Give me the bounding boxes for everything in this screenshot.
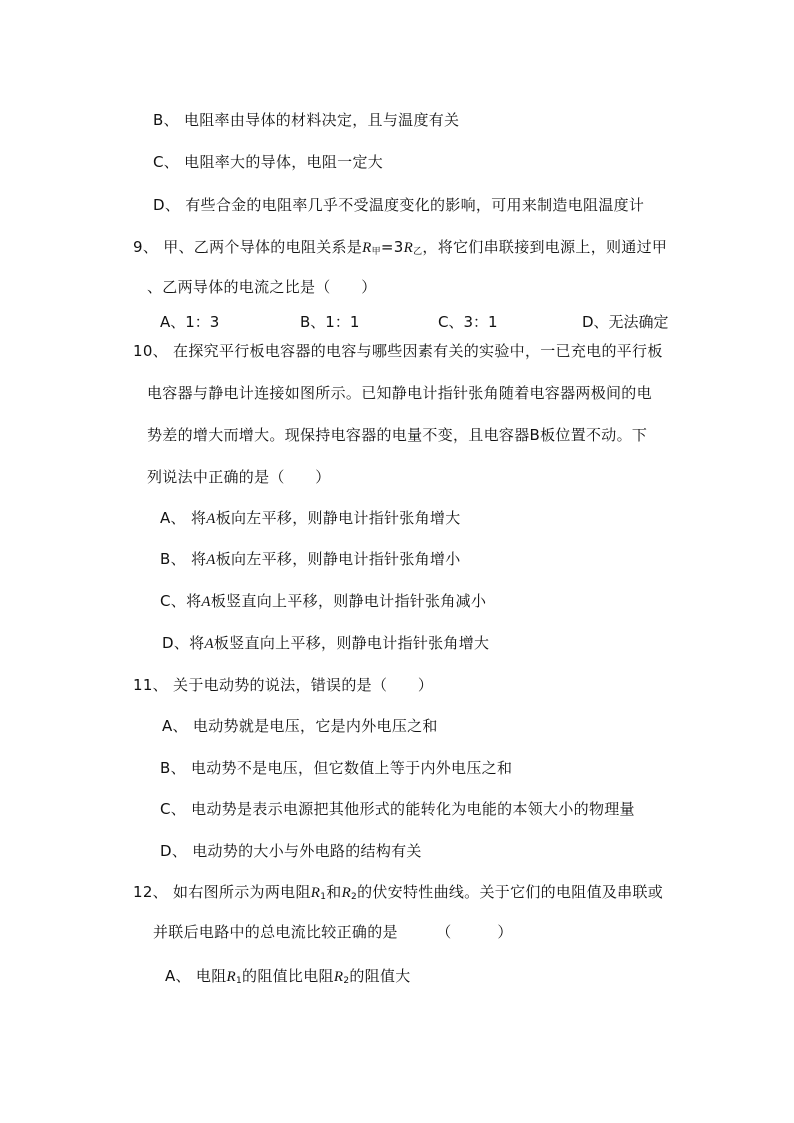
q9-stem-line2: 、乙两导体的电流之比是（ ） [147,278,377,296]
q8-option-b: B、 电阻率由导体的材料决定，且与温度有关 [153,111,460,129]
q10-option-a-pre: A、 将 [160,509,207,527]
q12-option-a-mid: 的阻值比电阻 [242,967,334,985]
q8-option-d: D、 有些合金的电阻率几乎不受温度变化的影响，可用来制造电阻温度计 [153,196,645,214]
q10-option-c [160,591,486,612]
q11-option-d: D、 电动势的大小与外电路的结构有关 [160,842,422,860]
q10-stem-line3: 势差的增大而增大。现保持电容器的电量不变，且电容器B板位置不动。下 [147,426,648,444]
q10-option-c-pre: C、将 [160,592,202,610]
q11-option-c: C、 电动势是表示电源把其他形式的能转化为电能的本领大小的物理量 [160,800,635,818]
q10-option-d-pre: D、将 [162,634,205,652]
q12-r2-var: R [341,885,352,901]
q12-option-a-pre: A、 电阻 [165,967,227,985]
q9-r2-var: R [403,240,414,256]
q12-r2-sub: 2 [351,892,358,902]
q10-stem-line2: 电容器与静电计连接如图所示。已知静电计指针张角随着电容器两极间的电 [147,384,652,402]
q10-option-c-var: A [201,594,211,610]
q9-r1-var: R [362,240,372,256]
q9-r1-sub: 甲 [371,247,381,257]
q10-option-b-pre: B、 将 [160,550,207,568]
q12-option-a-post: 的阻值大 [349,967,411,985]
q12-stem-post: 的伏安特性曲线。关于它们的电阻值及串联或 [357,883,664,901]
q10-option-b-var: A [206,552,216,568]
q10-option-b-post: 板向左平移，则静电计指针张角增小 [215,550,461,568]
q9-option-c: C、3：1 [438,313,498,331]
q10-option-a [160,508,461,529]
q10-option-d-var: A [204,636,214,652]
q10-option-d [162,633,489,654]
q10-option-b [160,549,461,570]
q12-stem-line1 [133,882,663,907]
q9-option-a: A、1：3 [160,313,220,331]
q10-option-d-post: 板竖直向上平移，则静电计指针张角增大 [213,634,490,652]
q9-stem-line1 [133,237,667,262]
q10-option-c-post: 板竖直向上平移，则静电计指针张角减小 [210,592,487,610]
q11-stem: 11、 关于电动势的说法，错误的是（ ） [133,676,434,694]
q10-stem-line1: 10、 在探究平行板电容器的电容与哪些因素有关的实验中，一已充电的平行板 [133,342,663,360]
q11-option-a: A、 电动势就是电压，它是内外电压之和 [162,717,438,735]
q11-option-b: B、 电动势不是电压，但它数值上等于内外电压之和 [160,759,513,777]
q9-eq: =3 [380,238,404,256]
q12-r1-sub: 1 [320,892,327,902]
q10-stem-line4: 列说法中正确的是（ ） [147,468,331,486]
q12-option-a-var2: R [333,969,344,985]
q12-stem-pre: 12、 如右图所示为两电阻 [133,883,311,901]
q9-stem-pre: 9、 甲、乙两个导体的电阻关系是 [133,238,363,256]
q9-stem-post: ，将它们串联接到电源上，则通过甲 [422,238,668,256]
q10-option-a-post: 板向左平移，则静电计指针张角增大 [215,509,461,527]
q12-option-a-sub1: 1 [236,976,243,986]
q10-option-a-var: A [206,511,216,527]
q12-and: 和 [326,883,342,901]
q12-option-a [165,966,411,991]
q12-stem-line2: 并联后电路中的总电流比较正确的是 （ ） [153,923,513,941]
q9-option-d: D、无法确定 [582,313,669,331]
q9-r2-sub: 乙 [413,247,423,257]
q12-option-a-var1: R [226,969,236,985]
q12-r1-var: R [310,885,321,901]
q8-option-c: C、 电阻率大的导体，电阻一定大 [153,153,384,171]
q12-option-a-sub2: 2 [343,976,350,986]
q9-option-b: B、1：1 [300,313,360,331]
